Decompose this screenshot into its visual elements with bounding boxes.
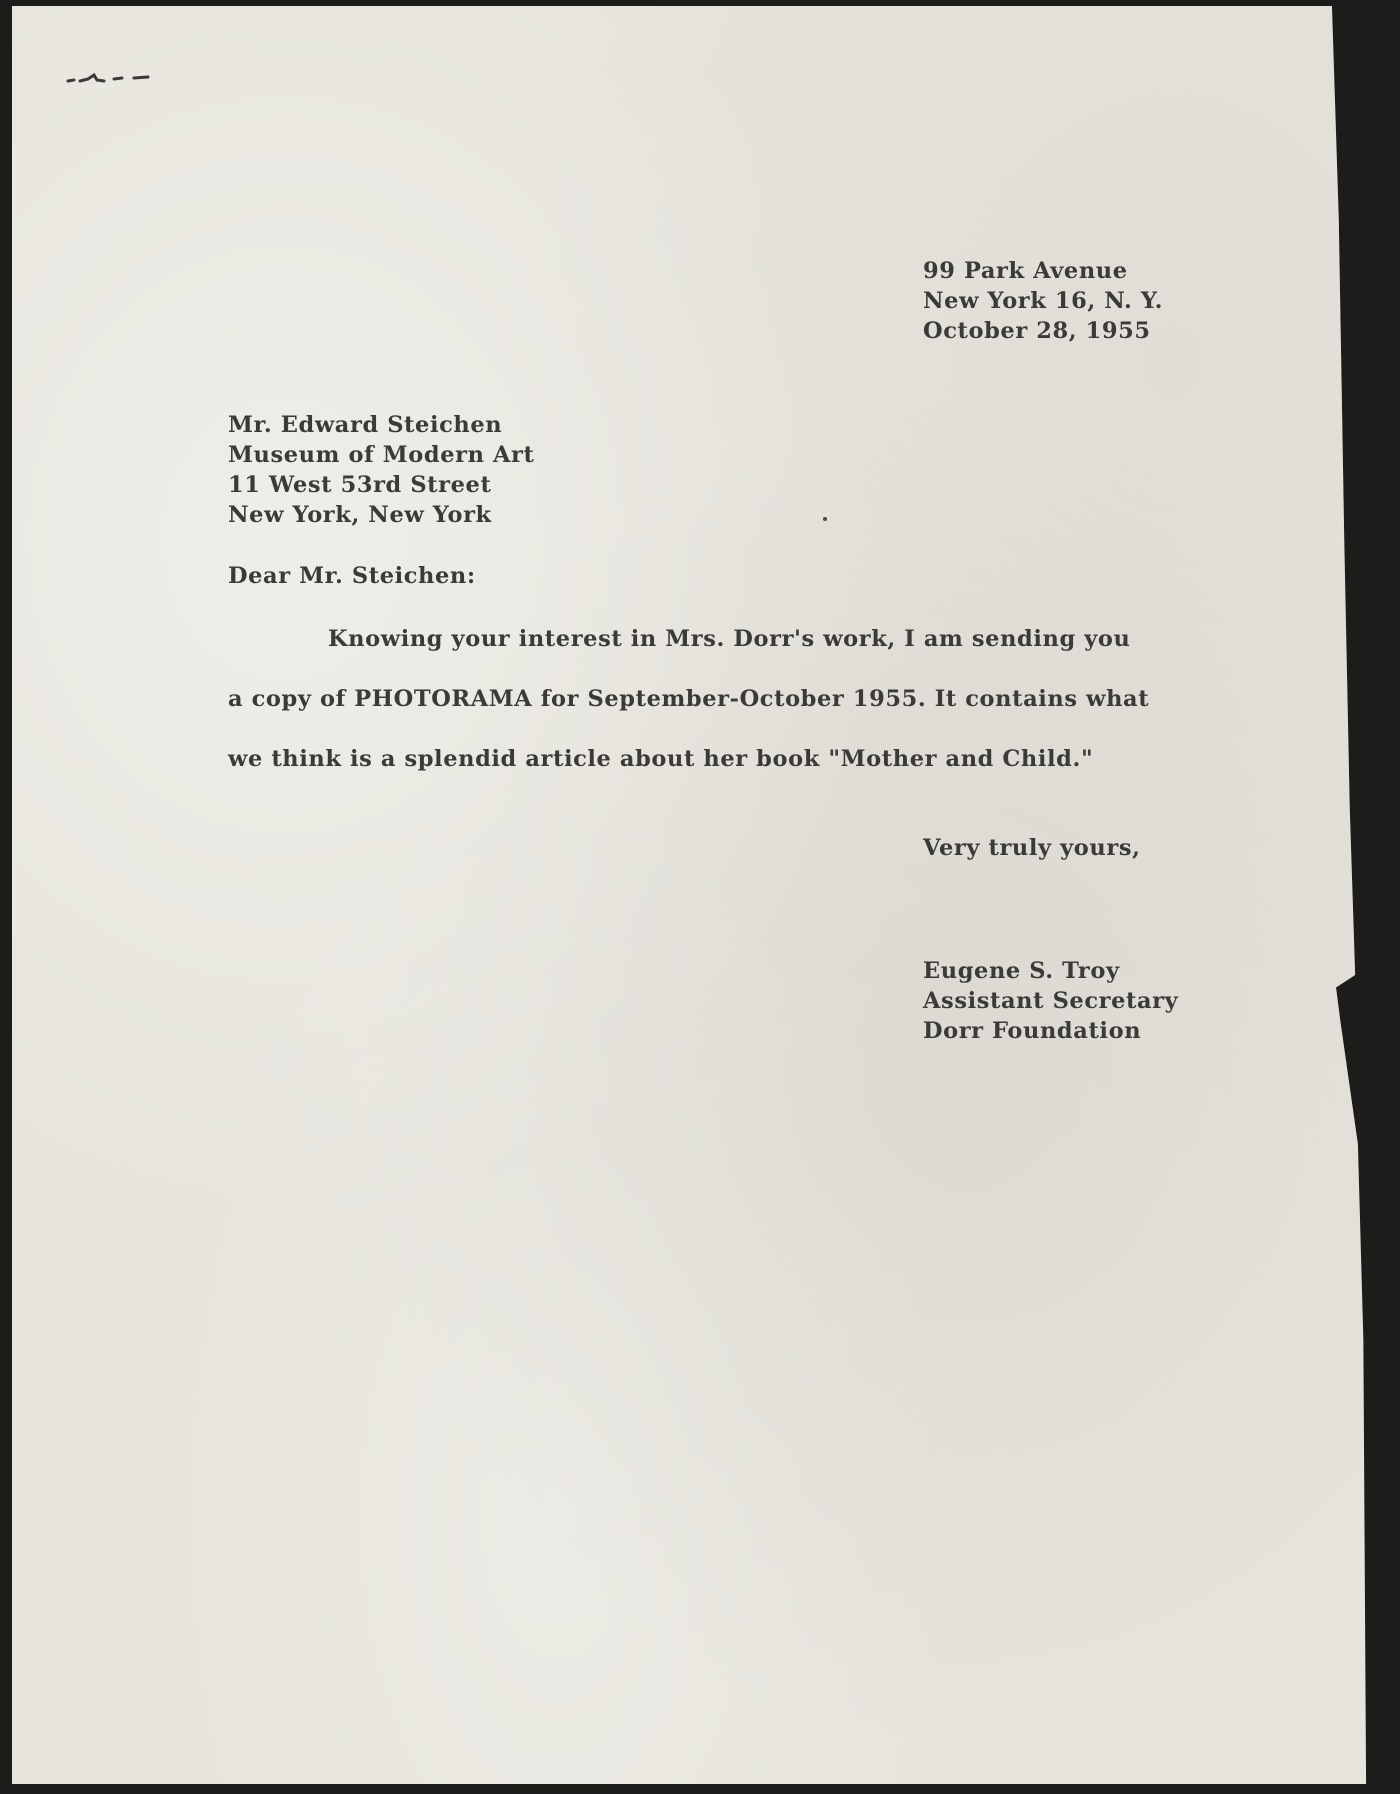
signer-name: Eugene S. Troy	[923, 958, 1120, 984]
salutation: Dear Mr. Steichen:	[228, 563, 476, 589]
recipient-street: 11 West 53rd Street	[228, 472, 492, 498]
ink-dot	[823, 517, 827, 521]
paper-mark-icon	[64, 72, 154, 86]
letter-body	[228, 609, 1149, 789]
sender-address	[923, 256, 1163, 346]
recipient-city: New York, New York	[228, 502, 492, 528]
body-line-1: Knowing your interest in Mrs. Dorr's work, I am sending you	[328, 626, 1131, 652]
signer-organization: Dorr Foundation	[923, 1018, 1142, 1044]
signer-title: Assistant Secretary	[923, 988, 1179, 1014]
recipient-address	[228, 410, 534, 530]
paper-sheet	[12, 6, 1377, 1784]
signature-block	[923, 956, 1178, 1046]
sender-city: New York 16, N. Y.	[923, 288, 1164, 314]
recipient-name: Mr. Edward Steichen	[228, 412, 503, 438]
body-line-3: we think is a splendid article about her book "Mother and Child."	[228, 746, 1094, 772]
closing: Very truly yours,	[923, 835, 1141, 861]
scan-background-edge	[1330, 6, 1400, 1784]
body-line-2: a copy of PHOTORAMA for September-October 1955. It contains what	[228, 686, 1150, 712]
recipient-organization: Museum of Modern Art	[228, 442, 535, 468]
sender-street: 99 Park Avenue	[923, 258, 1128, 284]
letter-date: October 28, 1955	[923, 318, 1151, 344]
